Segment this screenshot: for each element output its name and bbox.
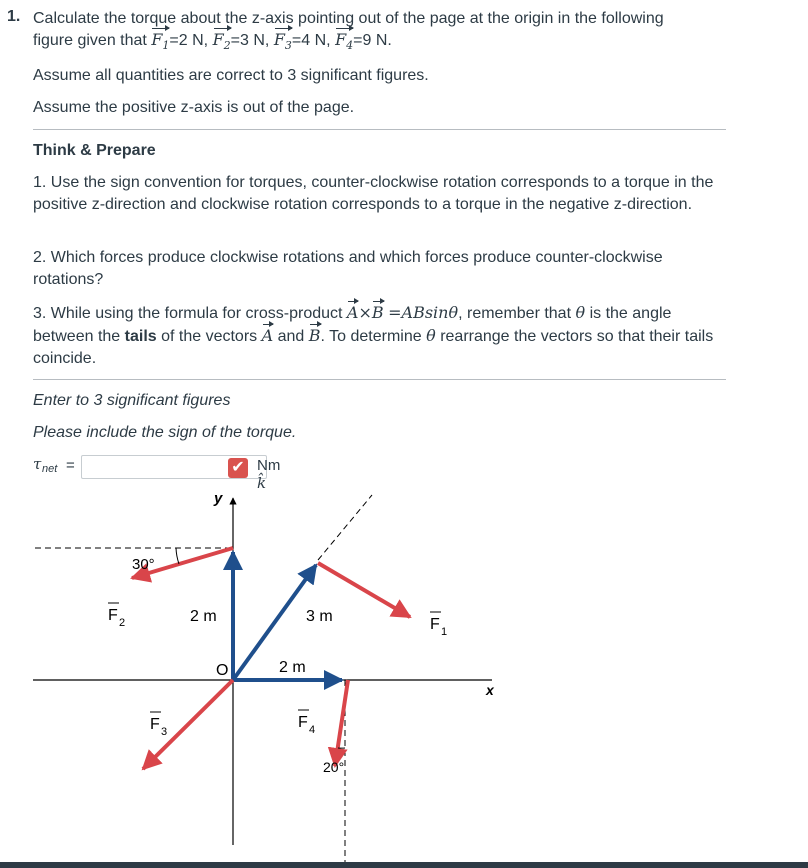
f1-label-text: F	[430, 616, 440, 633]
divider	[33, 129, 726, 130]
bottom-bar	[0, 862, 808, 868]
step3-text-a: 3. While using the formula for cross-product	[33, 305, 343, 322]
question-line1: Calculate the torque about the z-axis pointing out of the page at the origin in the following	[33, 10, 664, 27]
step3-text-e: . To determine	[320, 328, 422, 345]
vector-a: A	[346, 303, 359, 322]
f3-symbol: F	[273, 30, 285, 49]
f4-label	[298, 710, 315, 736]
f2-label-sub: 2	[119, 617, 126, 629]
f3-value: =4 N,	[291, 32, 331, 49]
question-number: 1.	[7, 8, 21, 25]
torque-figure	[0, 484, 808, 862]
f4-value: =9 N.	[353, 32, 392, 49]
y-axis-label: y	[214, 490, 223, 507]
f2-subscript: 2	[223, 39, 231, 53]
f4-symbol: F	[335, 30, 347, 49]
f4-vector	[335, 29, 353, 56]
f1-subscript: 1	[162, 39, 170, 53]
f2-value: =3 N,	[230, 32, 270, 49]
divider-2	[33, 379, 726, 380]
f3-label-sub: 3	[161, 726, 168, 738]
tails-bold: tails	[124, 328, 157, 345]
question-given-prefix: figure given that	[33, 32, 147, 49]
cross-symbol: ×	[358, 303, 372, 322]
angle-20-label: 20°	[323, 759, 345, 775]
check-icon: ✔	[228, 458, 248, 478]
force-f4-arrow	[335, 680, 348, 766]
tau-subscript: net	[42, 463, 58, 475]
theta-symbol-2: θ	[426, 326, 436, 345]
distance-3m-label: 3 m	[306, 608, 333, 625]
f2-label-text: F	[108, 607, 118, 624]
f3-label	[150, 712, 167, 738]
f3-subscript: 3	[284, 39, 292, 53]
step3-text-c: is the angle between the	[33, 305, 672, 345]
step3-text-d: of the vectors	[161, 328, 258, 345]
angle-30-label: 30°	[132, 556, 155, 573]
f1-label	[430, 612, 447, 638]
distance-2m-bottom-label: 2 m	[279, 659, 306, 676]
instruction-sign: Please include the sign of the torque.	[33, 424, 297, 441]
f2-label	[108, 603, 125, 629]
theta-symbol: θ	[575, 303, 586, 322]
origin-label: O	[216, 662, 229, 679]
f4-label-sub: 4	[309, 724, 316, 736]
f4-subscript: 4	[346, 39, 354, 53]
angle-30-arc	[176, 548, 179, 564]
f1-value: =2 N,	[169, 32, 209, 49]
step3-and: and	[277, 328, 305, 345]
think-step-1: 1. Use the sign convention for torques, counter-clockwise rotation corresponds to a torque in the positive z-direction and clockwise rotation corresponds to a torque in the negative z-direction.	[33, 174, 714, 213]
assumption-axis: Assume the positive z-axis is out of the page.	[33, 99, 355, 116]
assumption-sigfigs: Assume all quantities are correct to 3 significant figures.	[33, 67, 429, 84]
f3-label-text: F	[150, 716, 160, 733]
think-prepare-heading: Think & Prepare	[33, 142, 156, 159]
f2-symbol: F	[212, 30, 224, 49]
question-line2	[33, 29, 733, 56]
unit-nm: Nm	[257, 457, 281, 474]
question-text	[33, 8, 733, 56]
cross-product-formula: =ABsinθ	[388, 303, 459, 322]
vector-b-2: B	[308, 326, 321, 345]
diagonal-reference-dashed	[318, 495, 372, 560]
think-step-2: 2. Which forces produce clockwise rotations and which forces produce counter-clockwise rotations?	[33, 249, 663, 288]
f4-label-text: F	[298, 714, 308, 731]
equals-sign: =	[66, 457, 75, 474]
f1-label-sub: 1	[441, 626, 448, 638]
vector-b: B	[371, 303, 384, 322]
distance-2m-left-label: 2 m	[190, 608, 217, 625]
f3-vector	[274, 29, 292, 56]
vector-a-2: A	[261, 326, 274, 345]
instruction-sigfigs: Enter to 3 significant figures	[33, 392, 231, 409]
tau-symbol: τ	[33, 455, 42, 473]
step3-text-f: rearrange the vectors so that their tails coincide.	[33, 328, 714, 367]
think-step-3	[33, 302, 733, 370]
f2-vector	[213, 29, 231, 56]
f1-vector	[151, 29, 169, 56]
f1-symbol: F	[151, 30, 163, 49]
unit-k-hat: k̂	[257, 474, 267, 492]
x-axis-label: x	[486, 682, 494, 698]
step3-text-b: , remember that	[458, 305, 572, 322]
